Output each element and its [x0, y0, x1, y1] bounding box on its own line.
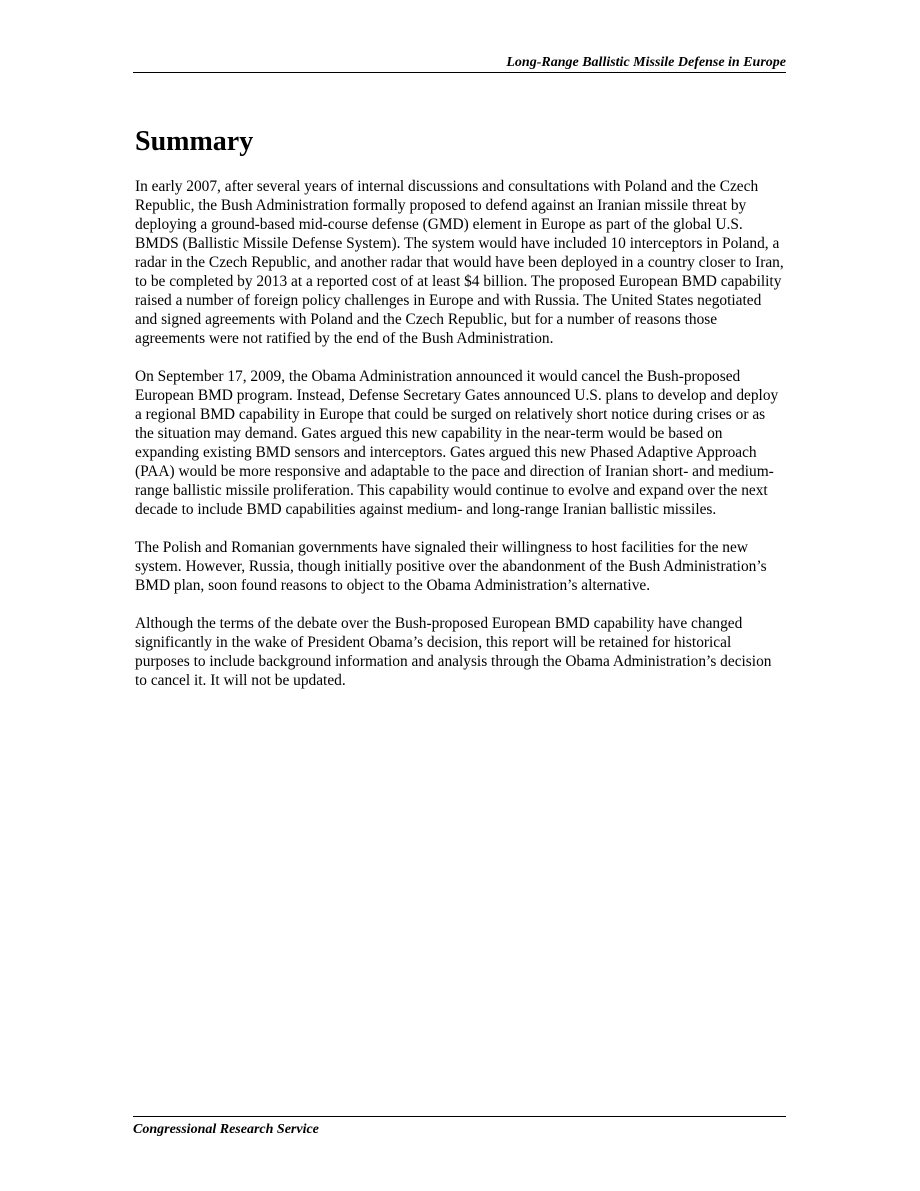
summary-paragraph-2: On September 17, 2009, the Obama Administration announced it would cancel the Bush-proposed European BMD program. Instead, Defense Secretary Gates announced U.S. plans to develop and deploy a regional BMD capability in Europe that could be surged on relatively short notice during crises or as the situation may demand. Gates argued this new capability in the near-term would be based on expanding existing BMD sensors and interceptors. Gates argued this new Phased Adaptive Approach (PAA) would be more responsive and adaptable to the pace and direction of Iranian short- and medium-range ballistic missile proliferation. This capability would continue to evolve and expand over the next decade to include BMD capabilities against medium- and long-range Iranian ballistic missiles.: [135, 368, 779, 518]
running-header: Long-Range Ballistic Missile Defense in Europe: [133, 54, 786, 73]
summary-body: [135, 177, 787, 709]
summary-paragraph-3: The Polish and Romanian governments have signaled their willingness to host facilities for the new system. However, Russia, though initially positive over the abandonment of the Bush Administration’s BMD plan, soon found reasons to object to the Obama Administration’s alternative.: [135, 539, 767, 594]
summary-heading: Summary: [135, 126, 254, 157]
summary-paragraph-4: Although the terms of the debate over the Bush-proposed European BMD capability have changed significantly in the wake of President Obama’s decision, this report will be retained for historical purposes to include background information and analysis through the Obama Administration’s decision to cancel it. It will not be updated.: [135, 615, 772, 689]
running-footer: Congressional Research Service: [133, 1116, 786, 1139]
summary-paragraph-1: In early 2007, after several years of internal discussions and consultations with Poland and the Czech Republic, the Bush Administration formally proposed to defend against an Iranian missile threat by deploying a ground-based mid-course defense (GMD) element in Europe as part of the global U.S. BMDS (Ballistic Missile Defense System). The system would have included 10 interceptors in Poland, a radar in the Czech Republic, and another radar that would have been deployed in a country closer to Iran, to be completed by 2013 at a reported cost of at least $4 billion. The proposed European BMD capability raised a number of foreign policy challenges in Europe and with Russia. The United States negotiated and signed agreements with Poland and the Czech Republic, but for a number of reasons those agreements were not ratified by the end of the Bush Administration.: [135, 178, 784, 347]
